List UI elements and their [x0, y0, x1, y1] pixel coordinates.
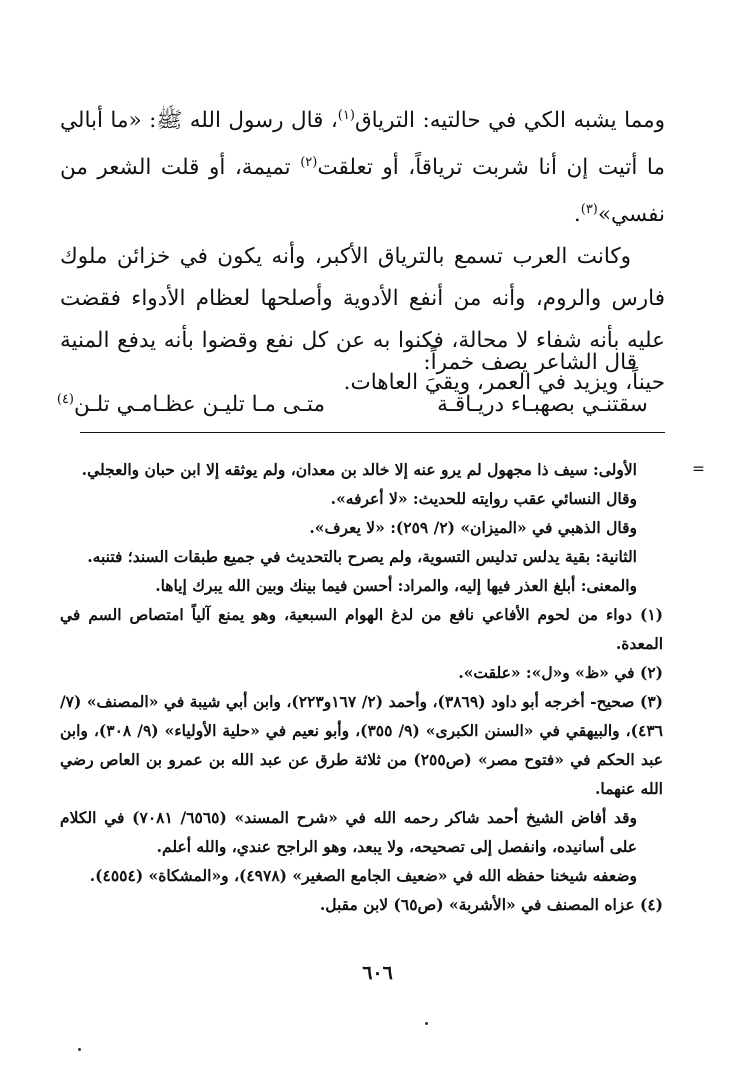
scan-speck — [425, 1022, 428, 1025]
footnote-separator — [80, 432, 665, 433]
footnote-ref-4: (٤) — [56, 392, 74, 407]
paragraph-1: ومما يشبه الكي في حالتيه: الترياق$^{(١)}$، قال رسول الله ﷺ: «ما أبالي ما أتيت إن أنا شربت ترياقاً، أو تعلقت$^{(٢)}$ تميمة، أو قلت الشعر من نفسي»$^{(٣)}$. — [60, 108, 665, 228]
paragraph-2: وكانت العرب تسمع بالترياق الأكبر، وأنه يكون في خزائن ملوك فارس والروم، وأنه من أنفع الأدوية وأصلحها لعظام الأدواء فقضت عليه بأنه شفاء لا محالة، فكنوا به عن كل نفع وقضوا بأنه يدفع المنية حيناً، ويزيد في العمر، ويقيَ العاهات. — [60, 244, 665, 396]
footnote-4: (٤) عزاه المصنف في «الأشربة» (ص٦٥) لابن مقبل. — [319, 895, 663, 914]
footnote-continuation-line: الأولى: سيف ذا مجهول لم يرو عنه إلا خالد بن معدان، ولم يوثقه إلا ابن حبان والعجلي. — [81, 460, 637, 479]
poem-verse — [56, 388, 665, 432]
footnote-continuation-line: والمعنى: أبلغ العذر فيها إليه، والمراد: أحسن فيما بينك وبين الله يبرك إياها. — [155, 576, 637, 595]
footnote-continuation-line: وقال الذهبي في «الميزان» (٢/ ٢٥٩): «لا يعرف». — [309, 518, 637, 537]
footnote-ref-3: (٣) — [580, 202, 598, 218]
footnote-2: (٢) في «ظ» و«ل»: «علقت». — [458, 663, 663, 682]
hemistich-1: سقتنـي بصهبـاء دريـاقـة — [437, 392, 648, 417]
footnote-1: (١) دواء من لحوم الأفاعي نافع من لدغ الهوام السبعية، وهو يمنع آلياً امتصاص السم في المعدة. — [60, 605, 663, 653]
footnote-3-comment: وضعفه شيخنا حفظه الله في «ضعيف الجامع الصغير» (٤٩٧٨)، و«المشكاة» (٤٥٥٤). — [89, 866, 637, 885]
footnote-continuation-line: الثانية: بقية يدلس تدليس التسوية، ولم يصرح بالتحديث في جميع طبقات السند؛ فتنبه. — [87, 547, 637, 566]
scan-speck — [78, 1048, 81, 1051]
footnote-continuation-line: وقال النسائي عقب روايته للحديث: «لا أعرفه». — [330, 489, 637, 508]
poem-intro: قال الشاعر يصف خمراً: — [423, 350, 637, 375]
footnote-3: (٣) صحيح- أخرجه أبو داود (٣٨٦٩)، وأحمد (٢/ ١٦٧و٢٢٣)، وابن أبي شيبة في «المصنف» (٧/ ٤٣٦)، والبيهقي في «السنن الكبرى» (٩/ ٣٥٥)، وأبو نعيم في «حلية الأولياء» (٩/ ٣٠٨)، وابن عبد الحكم في «فتوح مصر» (ص٢٥٥) من ثلاثة طرق عن عبد الله بن عمرو بن العاص رضي الله عنهما. — [60, 692, 664, 798]
page-number: ٦٠٦ — [362, 962, 393, 984]
footnotes — [60, 455, 705, 919]
hemistich-2: متـى مـا تليـن عظـامـي تلـن$^{(٤)}$ — [56, 392, 325, 418]
footnote-ref-2: (٢) — [300, 155, 318, 171]
continuation-marker: = — [692, 460, 705, 478]
footnote-3-comment: وقد أفاض الشيخ أحمد شاكر رحمه الله في «شرح المسند» (٦٥٦٥/ ٧٠٨١) في الكلام على أسانيده، وانفصل إلى تصحيحه، ولا يبعد، وهو الراجح عندي، والله أعلم. — [60, 808, 637, 856]
footnote-ref-1: (١) — [337, 108, 355, 123]
